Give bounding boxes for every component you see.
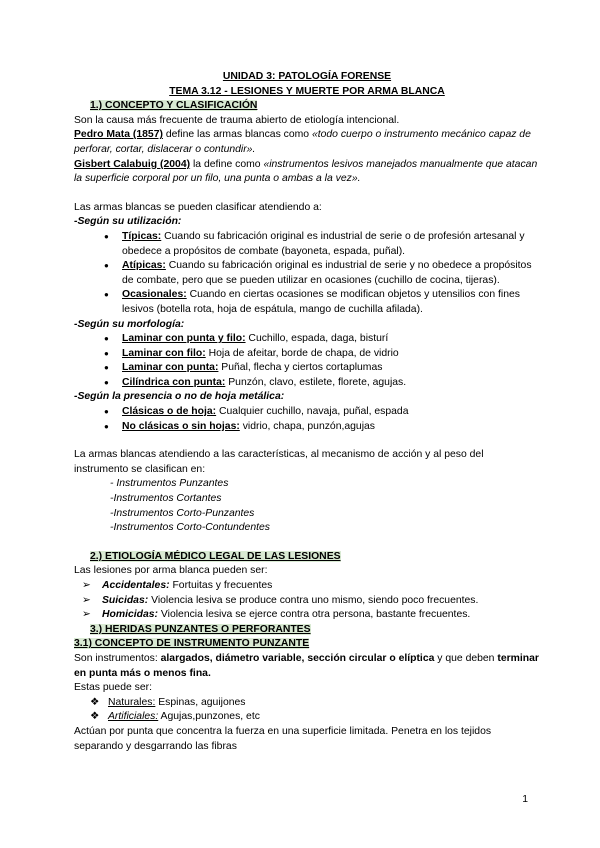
list-item: ● Cilíndrica con punta: Punzón, clavo, estilete, florete, agujas. [110,376,540,391]
list-item: ● Clásicas o de hoja: Cualquier cuchillo, navaja, puñal, espada [110,405,540,420]
types-list [74,696,540,725]
list-item: ➢ Accidentales: Fortuitas y frecuentes [82,579,540,594]
section-3-1-heading: 3.1) CONCEPTO DE INSTRUMENTO PUNZANTE [74,638,310,650]
section-1-heading: 1.) CONCEPTO Y CLASIFICACIÓN [90,100,258,112]
classify-intro: Las armas blancas se pueden clasificar atendiendo a: [74,201,322,213]
mechanism-intro: La armas blancas atendiendo a las características, al mecanismo de acción y al peso del instrumento se clasifican en: [74,449,484,475]
closing-paragraph: Actúan por punta que concentra la fuerza en una superficie limitada. Penetra en los tejidos separando y desgarrando las fibras [74,725,492,752]
list-item: -Instrumentos Corto-Punzantes [110,507,255,519]
section-3-heading: 3.) HERIDAS PUNZANTES O PERFORANTES [90,623,311,635]
mata-definition: Pedro Mata (1857) define las armas blancas como «todo cuerpo o instrumento mecánico capaz de perforar, cortar, dislacerar o contundir». [74,129,531,155]
page-number: 1 [522,794,528,806]
list-item: ● Ocasionales: Cuando en ciertas ocasiones se modifican objetos y utensilios con fines lesivos (botella rota, hoja de espátula, mango de cuchilla afilada). [110,288,540,317]
topic-title: TEMA 3.12 - LESIONES Y MUERTE POR ARMA BLANCA [169,85,445,97]
list-item: - Instrumentos Punzantes [110,478,229,490]
list-item: ● Laminar con filo: Hoja de afeitar, borde de chapa, de vidrio [110,347,540,362]
list-item: ➢ Homicidas: Violencia lesiva se ejerce contra otra persona, bastante frecuentes. [82,608,540,623]
section-2-heading: 2.) ETIOLOGÍA MÉDICO LEGAL DE LAS LESIONES [90,550,341,562]
list-item: ● Laminar con punta y filo: Cuchillo, espada, daga, bisturí [110,332,540,347]
by-metal-title: -Según la presencia o no de hoja metálica: [74,391,285,403]
by-shape-title: -Según su morfología: [74,318,185,330]
list-item: ● Típicas: Cuando su fabricación original es industrial de serie o de profesión artesanal y obedece a propósitos de combate (bayoneta, espada, puñal). [110,230,540,259]
unit-title: UNIDAD 3: PATOLOGÍA FORENSE [222,71,392,82]
list-item: ● No clásicas o sin hojas: vidrio, chapa, punzón,agujas [110,420,540,435]
gisbert-definition: Gisbert Calabuig (2004) la define como «instrumentos lesivos manejados manualmente que atacan la superficie corporal por un filo, una punta o ambas a la vez». [74,158,538,185]
by-shape-list [74,332,540,390]
section-1-intro: Son la causa más frecuente de trauma abierto de etiología intencional. [74,114,400,126]
list-item: -Instrumentos Corto-Contundentes [110,522,270,534]
list-item: -Instrumentos Cortantes [110,493,222,505]
section-2-intro: Las lesiones por arma blanca pueden ser: [74,565,268,577]
by-use-title: -Según su utilización: [74,216,182,228]
etiology-list [74,579,540,623]
list-item: ● Laminar con punta: Puñal, flecha y ciertos cortaplumas [110,361,540,376]
by-use-list [74,230,540,318]
list-item: ❖ Naturales: Espinas, aguijones [90,696,540,711]
by-metal-list [74,405,540,434]
list-item: ● Atípicas: Cuando su fabricación original es industrial de serie y no obedece a propósitos de combate, pero que se pueden utilizar en ocasiones (cuchillo de cocina, tijeras). [110,259,540,288]
list-item: ❖ Artificiales: Agujas,punzones, etc [90,710,540,725]
types-intro: Estas puede ser: [74,682,152,694]
punzante-definition: Son instrumentos: alargados, diámetro variable, sección circular o elíptica y que deben terminar en punta más o menos fina. [74,652,539,679]
list-item: ➢ Suicidas: Violencia lesiva se produce contra uno mismo, siendo poco frecuentes. [82,594,540,609]
instrument-list [74,477,540,535]
